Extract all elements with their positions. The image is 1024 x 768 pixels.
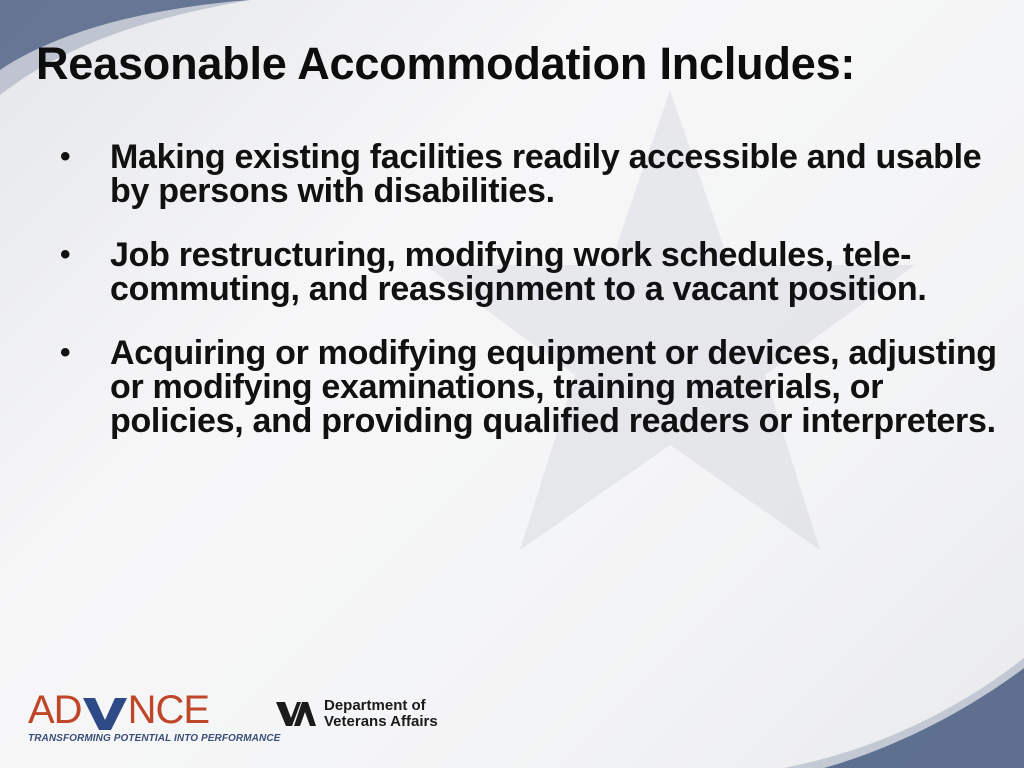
va-wordmark xyxy=(324,698,438,730)
bullet-marker: • xyxy=(60,238,71,271)
bullet-text: Making existing facilities readily accessible and usable by persons with disabilities. xyxy=(110,138,982,210)
advance-v-icon xyxy=(83,698,127,730)
advance-wordmark xyxy=(28,690,280,730)
bullet-text: Acquiring or modifying equipment or devices, adjusting or modifying examinations, training materials, or policies, and providing qualified readers or interpreters. xyxy=(110,334,997,440)
bullet-item xyxy=(60,336,1000,438)
advance-logo-suffix: NCE xyxy=(127,688,210,732)
bullet-marker: • xyxy=(60,336,71,369)
slide-title: Reasonable Accommodation Includes: xyxy=(36,38,856,89)
advance-logo xyxy=(28,690,280,744)
bottom-right-swoosh xyxy=(764,658,1024,768)
advance-logo-prefix: AD xyxy=(28,688,82,732)
bullet-item xyxy=(60,140,1000,208)
va-emblem-icon xyxy=(276,700,316,728)
va-line-2: Veterans Affairs xyxy=(324,713,438,730)
bullet-text: Job restructuring, modifying work schedules, tele-commuting, and reassignment to a vacant position. xyxy=(110,236,927,308)
va-logo xyxy=(276,698,438,730)
va-line-1: Department of xyxy=(324,697,426,714)
bullet-list xyxy=(60,140,1000,468)
bullet-marker: • xyxy=(60,140,71,173)
bullet-item xyxy=(60,238,1000,306)
advance-tagline: TRANSFORMING POTENTIAL INTO PERFORMANCE xyxy=(28,733,281,744)
